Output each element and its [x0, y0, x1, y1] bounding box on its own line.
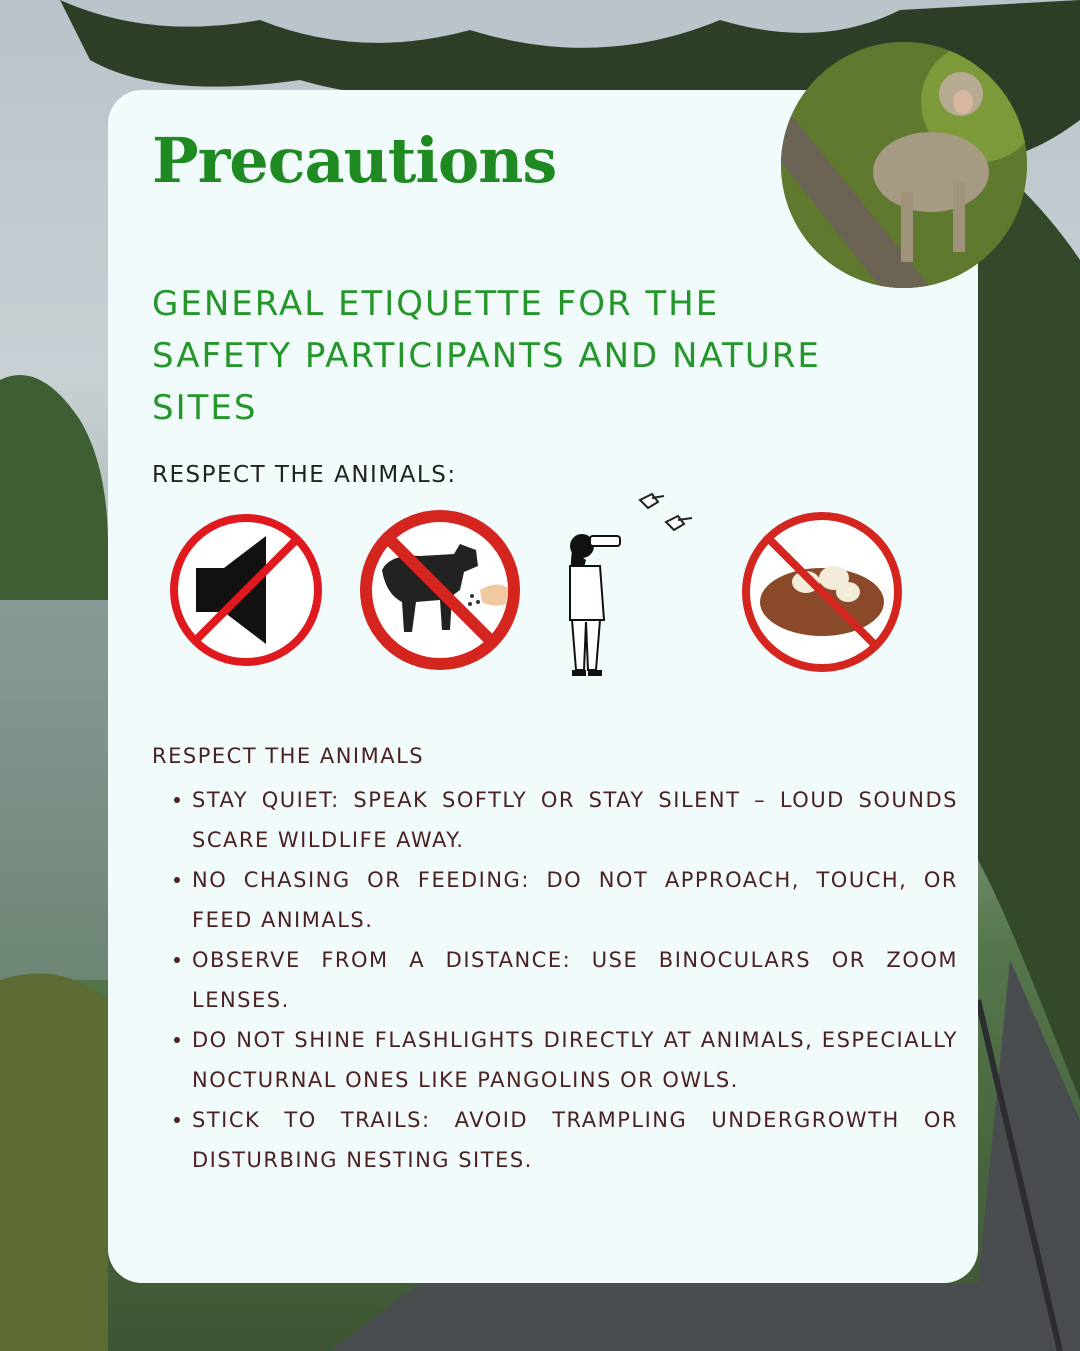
binoculars-person-icon [560, 490, 720, 690]
section-heading: RESPECT THE ANIMALS: [152, 462, 457, 488]
list-item: NO CHASING OR FEEDING: DO NOT APPROACH, TOUCH, OR FEED ANIMALS. [192, 860, 958, 940]
no-feeding-icon [360, 510, 520, 670]
list-item: STAY QUIET: SPEAK SOFTLY OR STAY SILENT – LOUD SOUNDS SCARE WILDLIFE AWAY. [192, 780, 958, 860]
list-heading: RESPECT THE ANIMALS [152, 744, 425, 768]
list-item: STICK TO TRAILS: AVOID TRAMPLING UNDERGROWTH OR DISTURBING NESTING SITES. [192, 1100, 958, 1180]
page-subtitle: GENERAL ETIQUETTE FOR THE SAFETY PARTICIPANTS AND NATURE SITES [152, 284, 821, 428]
list-item: DO NOT SHINE FLASHLIGHTS DIRECTLY AT ANIMALS, ESPECIALLY NOCTURNAL ONES LIKE PANGOLINS OR OWLS. [192, 1020, 958, 1100]
page-title: Precautions [152, 124, 557, 197]
no-sound-icon [168, 512, 324, 668]
rules-list [152, 780, 958, 1180]
monkey-photo [781, 42, 1027, 288]
list-item: OBSERVE FROM A DISTANCE: USE BINOCULARS OR ZOOM LENSES. [192, 940, 958, 1020]
no-nest-disturbing-icon [740, 510, 904, 674]
